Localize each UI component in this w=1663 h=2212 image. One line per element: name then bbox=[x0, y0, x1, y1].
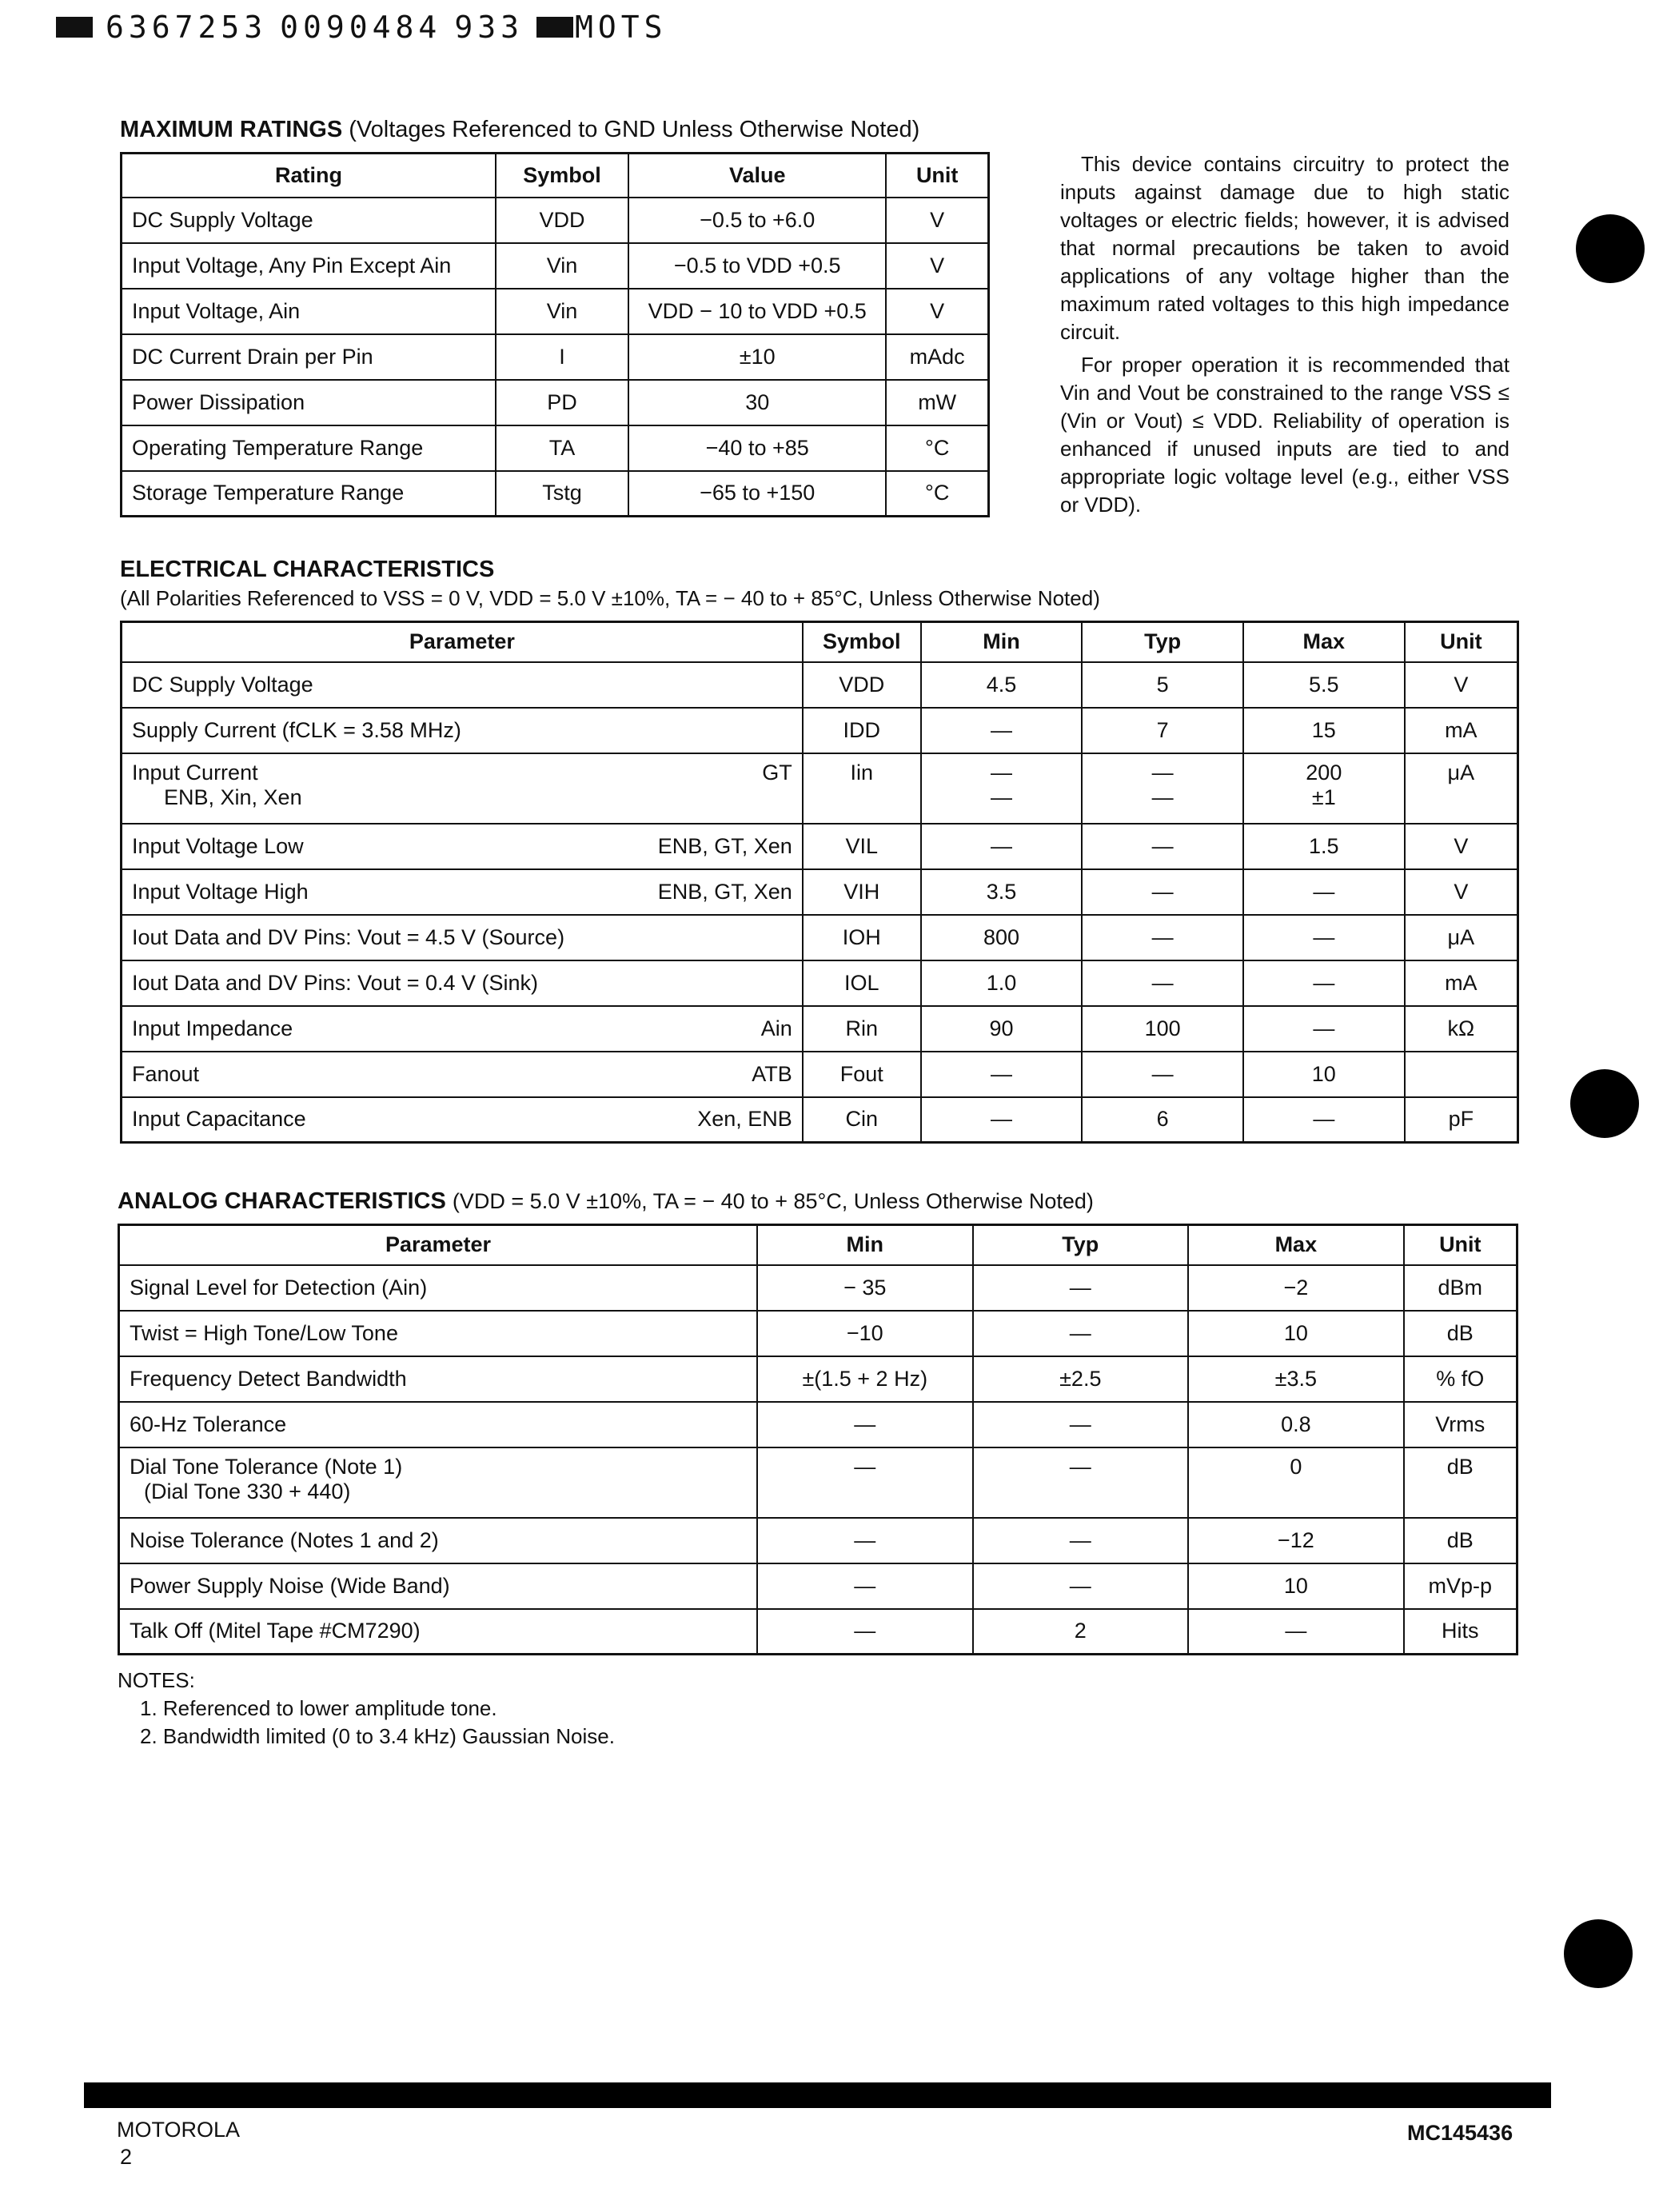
parameter-name: Fanout bbox=[132, 1061, 200, 1086]
max-cell: −12 bbox=[1188, 1518, 1404, 1563]
parameter-cell bbox=[122, 1006, 803, 1052]
symbol-cell: IDD bbox=[803, 708, 921, 753]
typ-cell: — bbox=[973, 1518, 1189, 1563]
parameter-cell bbox=[122, 753, 803, 824]
max-cell: — bbox=[1188, 1609, 1404, 1655]
typ-cell: 100 bbox=[1082, 1006, 1243, 1052]
col-header: Min bbox=[921, 622, 1083, 662]
symbol-cell: Iin bbox=[803, 753, 921, 824]
col-header: Max bbox=[1243, 622, 1405, 662]
parameter-cell: Frequency Detect Bandwidth bbox=[119, 1356, 757, 1402]
black-block-mark bbox=[56, 17, 93, 38]
max-cell: 0.8 bbox=[1188, 1402, 1404, 1447]
col-header: Typ bbox=[973, 1225, 1189, 1265]
unit-cell: Hits bbox=[1404, 1609, 1517, 1655]
max-cell: 10 bbox=[1243, 1052, 1405, 1097]
side-text bbox=[1060, 150, 1509, 519]
col-header: Unit bbox=[886, 154, 988, 198]
typ-cell: — bbox=[1082, 960, 1243, 1006]
min-cell: — bbox=[921, 708, 1083, 753]
parameter-name: Input Voltage High bbox=[132, 879, 309, 904]
value-cell: 30 bbox=[628, 380, 886, 425]
table-row bbox=[122, 1097, 1518, 1143]
table-row bbox=[119, 1447, 1517, 1518]
parameter-cell bbox=[122, 1052, 803, 1097]
unit-cell: V bbox=[886, 289, 988, 334]
parameter-subname: ENB, Xin, Xen bbox=[164, 785, 302, 809]
typ-cell: — bbox=[1082, 915, 1243, 960]
min-cell: — bbox=[757, 1447, 973, 1518]
operation-paragraph: For proper operation it is recommended that Vin and Vout be constrained to the range VSS ≤ (Vin or Vout) ≤ VDD. Reliability of operation is enhanced if unused inputs are tied to and appropriate logic voltage level (e.g., either VSS or VDD). bbox=[1060, 353, 1509, 517]
symbol-cell: VIH bbox=[803, 869, 921, 915]
table-row bbox=[122, 334, 989, 380]
part-number: MC145436 bbox=[1407, 2121, 1513, 2145]
table-row bbox=[122, 662, 1518, 708]
unit-cell: °C bbox=[886, 425, 988, 471]
typ-cell-value-2: — bbox=[1151, 785, 1174, 809]
min-cell: − 35 bbox=[757, 1265, 973, 1311]
col-header: Unit bbox=[1404, 1225, 1517, 1265]
max-ratings-subtitle: (Voltages Referenced to GND Unless Otherwise Noted) bbox=[349, 117, 920, 142]
min-cell: — bbox=[757, 1518, 973, 1563]
unit-cell: mAdc bbox=[886, 334, 988, 380]
max-cell: −2 bbox=[1188, 1265, 1404, 1311]
unit-cell: Vrms bbox=[1404, 1402, 1517, 1447]
symbol-cell: VDD bbox=[803, 662, 921, 708]
code-part-1: 6367253 bbox=[106, 10, 268, 45]
table-row bbox=[119, 1356, 1517, 1402]
table-row bbox=[119, 1402, 1517, 1447]
note-item: 1. Referenced to lower amplitude tone. bbox=[140, 1696, 497, 1720]
analog-title: ANALOG CHARACTERISTICS bbox=[118, 1188, 446, 1214]
analog-subtitle: (VDD = 5.0 V ±10%, TA = − 40 to + 85°C, Unless Otherwise Noted) bbox=[452, 1189, 1094, 1213]
symbol-cell: Vin bbox=[496, 243, 628, 289]
parameter-cell: Noise Tolerance (Notes 1 and 2) bbox=[119, 1518, 757, 1563]
elec-subtitle: (All Polarities Referenced to VSS = 0 V, VDD = 5.0 V ±10%, TA = − 40 to + 85°C, Unless Otherwise Noted) bbox=[120, 586, 1100, 610]
col-header: Min bbox=[757, 1225, 973, 1265]
pin-label: Xen, ENB bbox=[697, 1107, 792, 1132]
table-row bbox=[122, 708, 1518, 753]
value-cell: −65 to +150 bbox=[628, 471, 886, 517]
table-row bbox=[122, 471, 989, 517]
max-cell-value-2: ±1 bbox=[1311, 785, 1336, 809]
col-header: Parameter bbox=[119, 1225, 757, 1265]
parameter-name: Iout Data and DV Pins: Vout = 4.5 V (Source) bbox=[132, 924, 565, 949]
max-cell: — bbox=[1243, 1097, 1405, 1143]
symbol-cell: Rin bbox=[803, 1006, 921, 1052]
parameter-name: Input Voltage Low bbox=[132, 833, 304, 858]
footer-brand: MOTOROLA bbox=[117, 2118, 241, 2142]
pin-label: ATB bbox=[752, 1061, 792, 1086]
typ-cell: — bbox=[973, 1311, 1189, 1356]
max-cell: ±3.5 bbox=[1188, 1356, 1404, 1402]
max-cell: 10 bbox=[1188, 1563, 1404, 1609]
parameter-name: Input Impedance bbox=[132, 1016, 293, 1040]
parameter-cell: 60-Hz Tolerance bbox=[119, 1402, 757, 1447]
analog-heading bbox=[118, 1188, 1094, 1215]
table-row bbox=[122, 289, 989, 334]
min-cell: 3.5 bbox=[921, 869, 1083, 915]
protection-paragraph: This device contains circuitry to protect the inputs against damage due to high static voltages or electric fields; however, it is advised that normal precautions be taken to avoid applications of any voltage higher than the maximum rated voltages to this high impedance circuit. bbox=[1060, 152, 1509, 344]
min-cell: — bbox=[921, 1052, 1083, 1097]
black-block-mark bbox=[536, 17, 573, 38]
unit-cell: μA bbox=[1405, 753, 1518, 824]
parameter-cell bbox=[119, 1447, 757, 1518]
unit-cell: V bbox=[1405, 662, 1518, 708]
rating-cell: DC Current Drain per Pin bbox=[122, 334, 496, 380]
rating-cell: Power Dissipation bbox=[122, 380, 496, 425]
unit-cell: V bbox=[886, 198, 988, 243]
max-cell: 5.5 bbox=[1243, 662, 1405, 708]
table-row bbox=[122, 243, 989, 289]
min-cell: — bbox=[921, 1097, 1083, 1143]
value-cell: VDD − 10 to VDD +0.5 bbox=[628, 289, 886, 334]
typ-cell-value: — bbox=[1151, 760, 1174, 785]
parameter-name: Input Current bbox=[132, 760, 258, 785]
value-cell: −0.5 to VDD +0.5 bbox=[628, 243, 886, 289]
table-row bbox=[122, 824, 1518, 869]
table-row bbox=[122, 380, 989, 425]
typ-cell: — bbox=[973, 1265, 1189, 1311]
binder-hole-mark bbox=[1576, 214, 1645, 283]
code-part-4: MOTS bbox=[574, 10, 668, 45]
rating-cell: Input Voltage, Any Pin Except Ain bbox=[122, 243, 496, 289]
value-cell: ±10 bbox=[628, 334, 886, 380]
binder-hole-mark bbox=[1570, 1069, 1639, 1138]
unit-cell: dB bbox=[1404, 1518, 1517, 1563]
parameter-name: DC Supply Voltage bbox=[132, 672, 313, 697]
symbol-cell: TA bbox=[496, 425, 628, 471]
note-item: 2. Bandwidth limited (0 to 3.4 kHz) Gaussian Noise. bbox=[140, 1724, 615, 1748]
notes-heading: NOTES: bbox=[118, 1668, 195, 1692]
symbol-cell: IOH bbox=[803, 915, 921, 960]
table-row bbox=[122, 915, 1518, 960]
binder-hole-mark bbox=[1564, 1919, 1633, 1988]
typ-cell: — bbox=[1082, 824, 1243, 869]
unit-cell: mA bbox=[1405, 960, 1518, 1006]
parameter-cell bbox=[122, 1097, 803, 1143]
col-header: Symbol bbox=[496, 154, 628, 198]
col-header: Value bbox=[628, 154, 886, 198]
max-cell-value: 200 bbox=[1306, 760, 1342, 785]
min-cell: −10 bbox=[757, 1311, 973, 1356]
symbol-cell: Vin bbox=[496, 289, 628, 334]
unit-cell: V bbox=[1405, 824, 1518, 869]
pin-label: GT bbox=[762, 760, 792, 785]
table-row bbox=[119, 1609, 1517, 1655]
unit-cell: V bbox=[886, 243, 988, 289]
max-cell: 10 bbox=[1188, 1311, 1404, 1356]
analog-table bbox=[118, 1224, 1518, 1655]
rating-cell: DC Supply Voltage bbox=[122, 198, 496, 243]
max-ratings-table bbox=[120, 152, 990, 517]
max-cell: — bbox=[1243, 960, 1405, 1006]
typ-cell: 5 bbox=[1082, 662, 1243, 708]
table-row bbox=[122, 1052, 1518, 1097]
typ-cell: 2 bbox=[973, 1609, 1189, 1655]
parameter-name: Supply Current (fCLK = 3.58 MHz) bbox=[132, 717, 461, 742]
table-row bbox=[122, 960, 1518, 1006]
min-cell: — bbox=[921, 824, 1083, 869]
min-cell: 90 bbox=[921, 1006, 1083, 1052]
min-cell-value: — bbox=[991, 760, 1013, 785]
min-cell bbox=[921, 753, 1083, 824]
unit-cell: mA bbox=[1405, 708, 1518, 753]
table-row bbox=[119, 1563, 1517, 1609]
symbol-cell: VDD bbox=[496, 198, 628, 243]
typ-cell: 7 bbox=[1082, 708, 1243, 753]
symbol-cell: PD bbox=[496, 380, 628, 425]
min-cell: — bbox=[757, 1402, 973, 1447]
footer-rule bbox=[84, 2082, 1551, 2108]
min-cell: 1.0 bbox=[921, 960, 1083, 1006]
typ-cell: — bbox=[1082, 869, 1243, 915]
parameter-cell: Power Supply Noise (Wide Band) bbox=[119, 1563, 757, 1609]
unit-cell: μA bbox=[1405, 915, 1518, 960]
min-cell: — bbox=[757, 1563, 973, 1609]
unit-cell: kΩ bbox=[1405, 1006, 1518, 1052]
max-ratings-title: MAXIMUM RATINGS bbox=[120, 117, 343, 142]
parameter-cell: Signal Level for Detection (Ain) bbox=[119, 1265, 757, 1311]
min-cell: ±(1.5 + 2 Hz) bbox=[757, 1356, 973, 1402]
parameter-cell bbox=[122, 869, 803, 915]
rating-cell: Input Voltage, Ain bbox=[122, 289, 496, 334]
symbol-cell: I bbox=[496, 334, 628, 380]
col-header: Unit bbox=[1405, 622, 1518, 662]
max-ratings-heading bbox=[120, 117, 919, 143]
rating-cell: Operating Temperature Range bbox=[122, 425, 496, 471]
table-row bbox=[119, 1518, 1517, 1563]
unit-cell: dBm bbox=[1404, 1265, 1517, 1311]
max-cell: 1.5 bbox=[1243, 824, 1405, 869]
unit-cell: dB bbox=[1404, 1311, 1517, 1356]
typ-cell: — bbox=[1082, 1052, 1243, 1097]
unit-cell bbox=[1405, 1052, 1518, 1097]
notes bbox=[118, 1667, 615, 1751]
parameter-cell bbox=[122, 960, 803, 1006]
symbol-cell: Fout bbox=[803, 1052, 921, 1097]
col-header: Rating bbox=[122, 154, 496, 198]
max-cell: — bbox=[1243, 915, 1405, 960]
unit-cell: pF bbox=[1405, 1097, 1518, 1143]
parameter-cell bbox=[122, 915, 803, 960]
unit-cell: dB bbox=[1404, 1447, 1517, 1518]
rating-cell: Storage Temperature Range bbox=[122, 471, 496, 517]
min-cell: 4.5 bbox=[921, 662, 1083, 708]
table-row bbox=[122, 198, 989, 243]
typ-cell: — bbox=[973, 1402, 1189, 1447]
parameter-name: Dial Tone Tolerance (Note 1) bbox=[130, 1454, 403, 1479]
parameter-cell: Talk Off (Mitel Tape #CM7290) bbox=[119, 1609, 757, 1655]
header-code bbox=[56, 10, 667, 45]
code-part-3: 933 bbox=[454, 10, 524, 45]
unit-cell: mW bbox=[886, 380, 988, 425]
max-cell: — bbox=[1243, 1006, 1405, 1052]
parameter-cell bbox=[122, 708, 803, 753]
col-header: Typ bbox=[1082, 622, 1243, 662]
table-row bbox=[122, 869, 1518, 915]
typ-cell: 6 bbox=[1082, 1097, 1243, 1143]
pin-label: Ain bbox=[760, 1016, 792, 1040]
pin-label: ENB, GT, Xen bbox=[657, 833, 792, 858]
unit-cell: % fO bbox=[1404, 1356, 1517, 1402]
min-cell: 800 bbox=[921, 915, 1083, 960]
table-row bbox=[122, 425, 989, 471]
symbol-cell: IOL bbox=[803, 960, 921, 1006]
col-header: Max bbox=[1188, 1225, 1404, 1265]
unit-cell: V bbox=[1405, 869, 1518, 915]
parameter-subname: (Dial Tone 330 + 440) bbox=[144, 1479, 351, 1503]
elec-heading bbox=[120, 557, 494, 583]
elec-title: ELECTRICAL CHARACTERISTICS bbox=[120, 557, 495, 582]
pin-label: ENB, GT, Xen bbox=[657, 879, 792, 904]
parameter-cell bbox=[122, 824, 803, 869]
typ-cell: — bbox=[973, 1447, 1189, 1518]
value-cell: −0.5 to +6.0 bbox=[628, 198, 886, 243]
max-cell: 0 bbox=[1188, 1447, 1404, 1518]
unit-cell: mVp-p bbox=[1404, 1563, 1517, 1609]
col-header: Parameter bbox=[122, 622, 803, 662]
symbol-cell: VIL bbox=[803, 824, 921, 869]
symbol-cell: Cin bbox=[803, 1097, 921, 1143]
value-cell: −40 to +85 bbox=[628, 425, 886, 471]
page-number: 2 bbox=[120, 2145, 133, 2169]
table-row bbox=[122, 1006, 1518, 1052]
electrical-table bbox=[120, 621, 1519, 1144]
typ-cell: ±2.5 bbox=[973, 1356, 1189, 1402]
typ-cell bbox=[1082, 753, 1243, 824]
parameter-name: Input Capacitance bbox=[132, 1107, 306, 1132]
table-row bbox=[119, 1265, 1517, 1311]
parameter-name: Iout Data and DV Pins: Vout = 0.4 V (Sink) bbox=[132, 970, 539, 995]
symbol-cell: Tstg bbox=[496, 471, 628, 517]
table-row bbox=[119, 1311, 1517, 1356]
min-cell-value-2: — bbox=[991, 785, 1013, 809]
unit-cell: °C bbox=[886, 471, 988, 517]
code-part-2: 0090484 bbox=[280, 10, 442, 45]
col-header: Symbol bbox=[803, 622, 921, 662]
parameter-cell bbox=[122, 662, 803, 708]
min-cell: — bbox=[757, 1609, 973, 1655]
max-cell: 15 bbox=[1243, 708, 1405, 753]
max-cell bbox=[1243, 753, 1405, 824]
typ-cell: — bbox=[973, 1563, 1189, 1609]
max-cell: — bbox=[1243, 869, 1405, 915]
table-row bbox=[122, 753, 1518, 824]
parameter-cell: Twist = High Tone/Low Tone bbox=[119, 1311, 757, 1356]
